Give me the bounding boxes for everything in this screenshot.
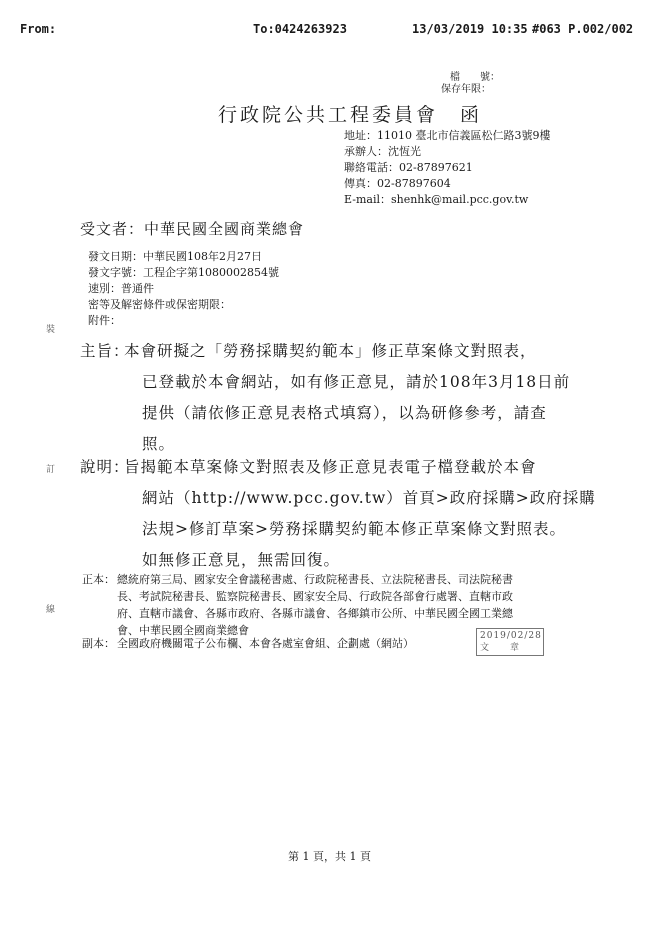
fax-page: #063 P.002/002	[532, 22, 634, 36]
subject-line: 提供（請依修正意見表格式填寫），以為研修參考，請查	[142, 404, 547, 422]
binding-mark: 線	[46, 605, 56, 615]
stamp-label: 文 章	[480, 643, 521, 653]
contact-fax: 傳真：02-87897604	[344, 177, 451, 190]
recipient: 受文者：中華民國全國商業總會	[80, 220, 305, 238]
fax-datetime: 13/03/2019 10:35	[412, 22, 528, 36]
document-number: 發文字號：工程企字第1080002854號	[88, 266, 279, 279]
main-recipients-line: 府、直轄市議會、各縣市政府、各縣市議會、各鄉鎮市公所、中華民國全國工業總	[117, 607, 513, 620]
fax-to: To:0424263923	[253, 22, 347, 36]
retention-period: 保存年限：	[441, 84, 491, 95]
fax-from: From:	[20, 22, 57, 36]
issue-date: 發文日期：中華民國108年2月27日	[88, 250, 262, 263]
binding-mark: 裝	[46, 325, 56, 335]
explanation-line: 法規>修訂草案>勞務採購契約範本修正草案條文對照表。	[142, 520, 566, 538]
page-footer: 第 1 頁，共 1 頁	[288, 850, 371, 863]
main-recipients-line: 長、考試院秘書長、監察院秘書長、國家安全局、行政院各部會行處署、直轄市政	[117, 590, 513, 603]
subject-line: 本會研擬之「勞務採購契約範本」修正草案條文對照表，	[124, 342, 537, 360]
explanation-line: 旨揭範本草案條文對照表及修正意見表電子檔登載於本會	[124, 458, 537, 476]
explanation-line: 網站（http://www.pcc.gov.tw）首頁>政府採購>政府採購	[142, 489, 596, 507]
subject-line: 照。	[142, 435, 176, 453]
contact-address: 地址：11010 臺北市信義區松仁路3號9樓	[344, 129, 551, 142]
main-recipients-label: 正本：	[82, 573, 115, 586]
document-title: 行政院公共工程委員會 函	[218, 104, 483, 126]
main-recipients-line: 會、中華民國全國商業總會	[117, 624, 249, 637]
secrecy-level: 密等及解密條件或保密期限：	[88, 298, 231, 311]
stamp-date: 2019/02/28	[480, 631, 542, 641]
meta-block	[88, 249, 279, 329]
contact-handler: 承辦人：沈恆光	[344, 145, 421, 158]
contact-block	[344, 128, 551, 208]
contact-phone: 聯絡電話：02-87897621	[344, 161, 473, 174]
speed-class: 速別：普通件	[88, 282, 154, 295]
attachment: 附件：	[88, 314, 121, 327]
explanation-label: 說明：	[80, 458, 130, 476]
contact-email: E-mail：shenhk@mail.pcc.gov.tw	[344, 193, 529, 206]
explanation-line: 如無修正意見，無需回復。	[142, 551, 341, 569]
main-recipients-line: 總統府第三局、國家安全會議秘書處、行政院秘書長、立法院秘書長、司法院秘書	[117, 573, 513, 586]
main-recipients	[117, 571, 513, 639]
cc-recipients: 全國政府機關電子公布欄、本會各處室會組、企劃處（網站）	[117, 637, 414, 650]
file-number: 檔 號：	[450, 72, 500, 83]
binding-mark: 訂	[46, 465, 56, 475]
explanation-body	[124, 452, 596, 576]
subject-body	[124, 336, 570, 460]
subject-label: 主旨：	[80, 342, 130, 360]
cc-label: 副本：	[82, 637, 115, 650]
receipt-stamp	[476, 628, 544, 656]
subject-line: 已登載於本會網站，如有修正意見，請於108年3月18日前	[142, 373, 571, 391]
